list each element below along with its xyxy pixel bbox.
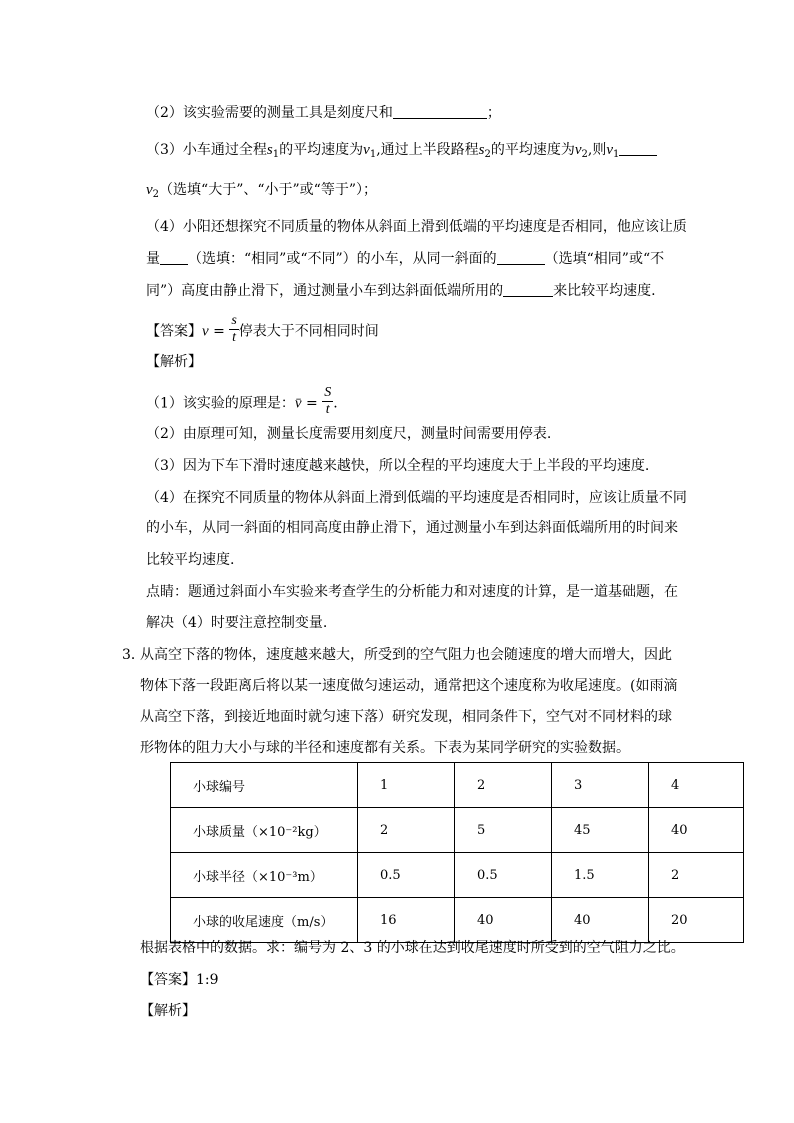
q2-part3-text-b: 的平均速度为	[279, 142, 364, 158]
q2-part3-line2	[146, 180, 377, 205]
var-v: v	[606, 142, 614, 158]
fraction-s-over-t	[229, 313, 238, 346]
q2-part4-text-c: （选填“相同”或“不	[544, 251, 665, 267]
var-v: v	[202, 323, 209, 340]
fraction-denominator: t	[232, 330, 236, 345]
q2-note-line1: 点睛：题通过斜面小车实验来考查学生的分析能力和对速度的计算，是一道基础题，在	[146, 584, 678, 600]
q3-answer-line	[140, 970, 219, 990]
sub-1: 1	[272, 149, 280, 160]
table-cell: 4	[649, 763, 744, 808]
q2-part4-text-b: （选填：“相同”或“不同”）的小车，从同一斜面的	[188, 251, 497, 267]
table-row-label: 小球半径（×10⁻³m）	[171, 853, 358, 898]
q2-part4-text-d: 同”）高度由静止滑下，通过测量小车到达斜面低端所用的	[146, 283, 504, 299]
q2-analysis-2: （2）由原理可知，测量长度需要用刻度尺，测量时间需要用停表.	[146, 426, 552, 442]
fraction-denominator: t	[325, 402, 330, 417]
q2-part3-text-a: （3）小车通过全程	[146, 142, 267, 158]
table-cell: 20	[649, 898, 744, 943]
q3-text-line3: 从高空下落，到接近地面时就匀速下落）研究发现，相同条件下，空气对不同材料的球	[140, 709, 672, 725]
table-cell: 1	[358, 763, 455, 808]
equals-sign: =	[208, 323, 230, 340]
answer-blank	[619, 141, 657, 156]
q2-part4-text-e: 来比较平均速度.	[553, 283, 656, 299]
sub-2: 2	[581, 149, 588, 160]
analysis-1-text: （1）该实验的原理是：	[146, 395, 295, 412]
answer-label: 【答案】	[140, 972, 196, 988]
q2-analysis-label: 【解析】	[146, 354, 202, 370]
ball-data-table	[170, 762, 744, 943]
table-cell: 0.5	[358, 853, 455, 898]
q2-analysis-1	[146, 387, 338, 420]
table-cell: 3	[552, 763, 649, 808]
q3-analysis-label: 【解析】	[140, 1003, 196, 1019]
answer-blank	[160, 250, 188, 265]
table-row	[171, 763, 744, 808]
equals-sign: =	[301, 395, 323, 412]
table-cell: 2	[455, 763, 552, 808]
q2-answer-line	[146, 315, 379, 348]
q3-question: 根据表格中的数据。求：编号为 2、3 的小球在达到收尾速度时所受到的空气阻力之比。	[140, 940, 685, 956]
var-v: v	[146, 182, 153, 198]
table-cell: 45	[552, 808, 649, 853]
table-cell: 40	[552, 898, 649, 943]
table-row-label: 小球的收尾速度（m/s）	[171, 898, 358, 943]
sub-1: 1	[369, 149, 377, 160]
q2-part4-line3	[146, 281, 656, 301]
q2-analysis-4-line1: （4）在探究不同质量的物体从斜面上滑到低端的平均速度是否相同时，应该让质量不同	[146, 490, 687, 506]
q3-number: 3．	[122, 647, 145, 663]
q2-analysis-4-line2: 的小车，从同一斜面的相同高度由静止滑下，通过测量小车到达斜面低端所用的时间来	[146, 520, 678, 536]
var-s: s	[266, 142, 273, 158]
answer-blank	[393, 104, 487, 119]
q3-text-line4: 形物体的阻力大小与球的半径和速度都有关系。下表为某同学研究的实验数据。	[140, 740, 630, 756]
var-v: v	[363, 142, 370, 158]
fraction-numerator: S	[324, 385, 332, 400]
sub-2: 2	[152, 189, 160, 200]
punct: ；	[486, 105, 501, 121]
punct: .	[333, 395, 338, 412]
q2-part4-text-a: 量	[146, 251, 160, 267]
answer-text: 停表大于不同相同时间	[238, 323, 379, 340]
table-cell: 1.5	[552, 853, 649, 898]
table-cell: 2	[358, 808, 455, 853]
table-row	[171, 853, 744, 898]
table-cell: 16	[358, 898, 455, 943]
answer-value: 1:9	[196, 972, 219, 988]
q2-part2-line	[146, 103, 501, 123]
fraction-numerator: s	[231, 313, 237, 328]
q3-text-line1: 从高空下落的物体，速度越来越大，所受到的空气阻力也会随速度的增大而增大，因此	[140, 647, 672, 663]
sub-2: 2	[484, 149, 491, 160]
var-vbar: v̄	[294, 395, 302, 412]
answer-blank	[497, 250, 545, 265]
table-cell: 5	[455, 808, 552, 853]
sub-1: 1	[613, 149, 620, 160]
var-v: v	[574, 142, 582, 158]
table-cell: 40	[649, 808, 744, 853]
fraction-S-over-t	[322, 385, 333, 418]
q2-part4-line2	[146, 249, 664, 269]
var-s: s	[478, 142, 485, 158]
table-cell: 2	[649, 853, 744, 898]
answer-blank	[503, 282, 553, 297]
q2-note-line2: 解决（4）时要注意控制变量.	[146, 615, 328, 631]
table-cell: 0.5	[455, 853, 552, 898]
table-row	[171, 808, 744, 853]
table-row-label: 小球编号	[171, 763, 358, 808]
q2-part2-text: （2）该实验需要的测量工具是刻度尺和	[146, 105, 393, 121]
q2-analysis-4-line3: 比较平均速度.	[146, 552, 235, 568]
q2-part3-text-e: ,则	[587, 142, 607, 158]
q2-part3-text-f: （选填“大于”、“小于”或“等于”）；	[159, 182, 377, 198]
table-row-label: 小球质量（×10⁻²kg）	[171, 808, 358, 853]
q2-part3-line1	[146, 140, 657, 165]
table-cell: 40	[455, 898, 552, 943]
q3-text-line2: 物体下落一段距离后将以某一速度做匀速运动，通常把这个速度称为收尾速度。(如雨滴	[140, 678, 678, 694]
q2-part3-text-c: ,通过上半段路程	[376, 142, 479, 158]
q2-part3-text-d: 的平均速度为	[490, 142, 575, 158]
answer-label: 【答案】	[146, 323, 202, 340]
q2-part4-line1: （4）小阳还想探究不同质量的物体从斜面上滑到低端的平均速度是否相同，他应该让质	[146, 219, 687, 235]
q2-analysis-3: （3）因为下车下滑时速度越来越快，所以全程的平均速度大于上半段的平均速度.	[146, 458, 650, 474]
table-row	[171, 898, 744, 943]
